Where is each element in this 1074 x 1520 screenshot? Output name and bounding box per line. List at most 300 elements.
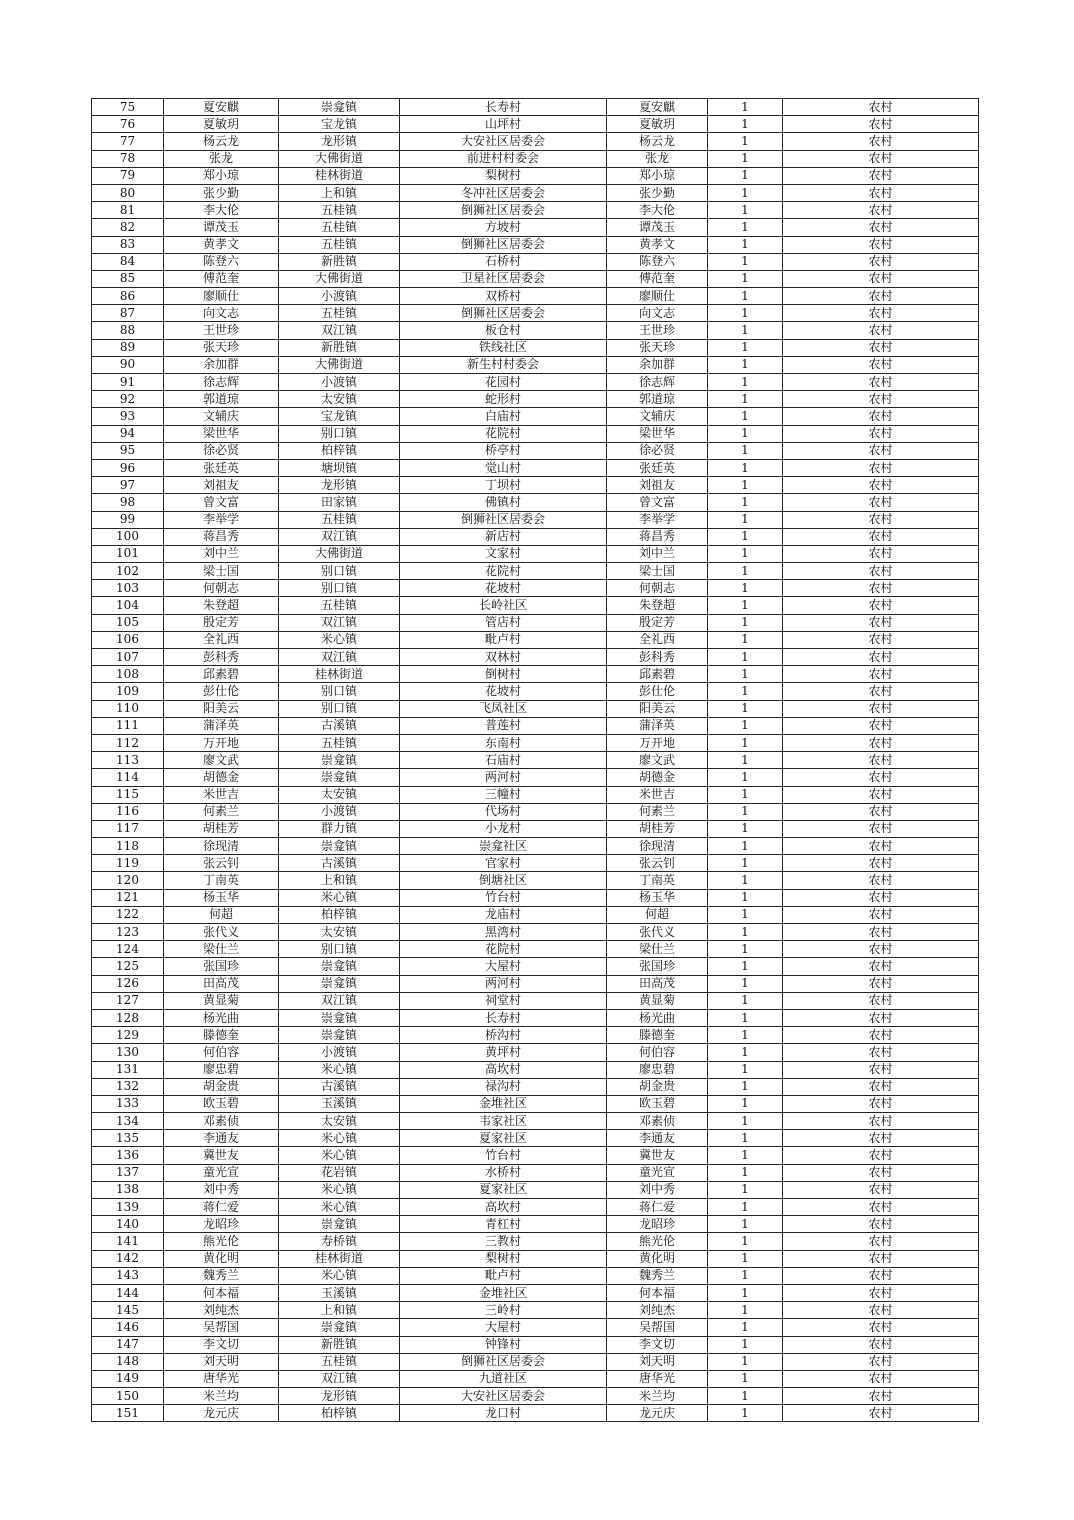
- area-type-cell: 农村: [783, 820, 979, 837]
- seq-number-cell: 116: [92, 803, 164, 820]
- township-cell: 双江镇: [279, 322, 400, 339]
- name-cell: 王世珍: [164, 322, 279, 339]
- count-cell: 1: [708, 958, 783, 975]
- seq-number-cell: 86: [92, 288, 164, 305]
- township-cell: 大佛街道: [279, 356, 400, 373]
- table-row: [92, 425, 979, 442]
- table-row: [92, 563, 979, 580]
- seq-number-cell: 124: [92, 941, 164, 958]
- count-cell: 1: [708, 734, 783, 751]
- name-cell: 刘纯杰: [164, 1302, 279, 1319]
- township-cell: 别口镇: [279, 941, 400, 958]
- count-cell: 1: [708, 459, 783, 476]
- area-type-cell: 农村: [783, 1130, 979, 1147]
- payee-cell: 梁世华: [607, 425, 708, 442]
- township-cell: 塘坝镇: [279, 459, 400, 476]
- village-cell: 倒狮社区居委会: [400, 1353, 607, 1370]
- township-cell: 米心镇: [279, 1181, 400, 1198]
- township-cell: 崇龛镇: [279, 1027, 400, 1044]
- seq-number-cell: 117: [92, 820, 164, 837]
- table-row: [92, 1267, 979, 1284]
- payee-cell: 傅范奎: [607, 270, 708, 287]
- village-cell: 金堆社区: [400, 1095, 607, 1112]
- township-cell: 龙形镇: [279, 1388, 400, 1405]
- village-cell: 夏家社区: [400, 1181, 607, 1198]
- seq-number-cell: 85: [92, 270, 164, 287]
- count-cell: 1: [708, 1284, 783, 1301]
- payee-cell: 刘纯杰: [607, 1302, 708, 1319]
- area-type-cell: 农村: [783, 975, 979, 992]
- township-cell: 新胜镇: [279, 253, 400, 270]
- payee-cell: 滕德奎: [607, 1027, 708, 1044]
- count-cell: 1: [708, 1009, 783, 1026]
- count-cell: 1: [708, 872, 783, 889]
- count-cell: 1: [708, 631, 783, 648]
- seq-number-cell: 99: [92, 511, 164, 528]
- area-type-cell: 农村: [783, 1250, 979, 1267]
- name-cell: 胡德金: [164, 769, 279, 786]
- village-cell: 水桥村: [400, 1164, 607, 1181]
- table-row: [92, 1250, 979, 1267]
- payee-cell: 米世吉: [607, 786, 708, 803]
- records-table: [91, 98, 979, 1422]
- township-cell: 崇龛镇: [279, 752, 400, 769]
- village-cell: 高坎村: [400, 1199, 607, 1216]
- village-cell: 两河村: [400, 975, 607, 992]
- name-cell: 向文志: [164, 305, 279, 322]
- area-type-cell: 农村: [783, 563, 979, 580]
- area-type-cell: 农村: [783, 219, 979, 236]
- area-type-cell: 农村: [783, 528, 979, 545]
- payee-cell: 刘中秀: [607, 1181, 708, 1198]
- count-cell: 1: [708, 133, 783, 150]
- name-cell: 李举学: [164, 511, 279, 528]
- township-cell: 太安镇: [279, 1113, 400, 1130]
- name-cell: 余加群: [164, 356, 279, 373]
- name-cell: 张云钊: [164, 855, 279, 872]
- village-cell: 山坪村: [400, 116, 607, 133]
- area-type-cell: 农村: [783, 683, 979, 700]
- payee-cell: 张代义: [607, 924, 708, 941]
- table-row: [92, 889, 979, 906]
- table-row: [92, 339, 979, 356]
- payee-cell: 梁士国: [607, 563, 708, 580]
- name-cell: 龙元庆: [164, 1405, 279, 1422]
- seq-number-cell: 96: [92, 459, 164, 476]
- township-cell: 双江镇: [279, 614, 400, 631]
- count-cell: 1: [708, 184, 783, 201]
- name-cell: 李文切: [164, 1336, 279, 1353]
- count-cell: 1: [708, 236, 783, 253]
- area-type-cell: 农村: [783, 305, 979, 322]
- payee-cell: 刘中兰: [607, 545, 708, 562]
- payee-cell: 郭道琼: [607, 391, 708, 408]
- seq-number-cell: 146: [92, 1319, 164, 1336]
- name-cell: 杨玉华: [164, 889, 279, 906]
- village-cell: 梨树村: [400, 167, 607, 184]
- count-cell: 1: [708, 941, 783, 958]
- name-cell: 熊光伦: [164, 1233, 279, 1250]
- seq-number-cell: 127: [92, 992, 164, 1009]
- area-type-cell: 农村: [783, 391, 979, 408]
- table-row: [92, 597, 979, 614]
- seq-number-cell: 131: [92, 1061, 164, 1078]
- seq-number-cell: 138: [92, 1181, 164, 1198]
- area-type-cell: 农村: [783, 992, 979, 1009]
- township-cell: 米心镇: [279, 889, 400, 906]
- township-cell: 龙形镇: [279, 477, 400, 494]
- table-row: [92, 1095, 979, 1112]
- payee-cell: 欧玉碧: [607, 1095, 708, 1112]
- seq-number-cell: 103: [92, 580, 164, 597]
- township-cell: 米心镇: [279, 1061, 400, 1078]
- seq-number-cell: 110: [92, 700, 164, 717]
- seq-number-cell: 78: [92, 150, 164, 167]
- name-cell: 蒲泽英: [164, 717, 279, 734]
- township-cell: 太安镇: [279, 924, 400, 941]
- count-cell: 1: [708, 391, 783, 408]
- seq-number-cell: 87: [92, 305, 164, 322]
- seq-number-cell: 135: [92, 1130, 164, 1147]
- village-cell: 花园村: [400, 374, 607, 391]
- area-type-cell: 农村: [783, 872, 979, 889]
- count-cell: 1: [708, 116, 783, 133]
- count-cell: 1: [708, 99, 783, 116]
- village-cell: 龙庙村: [400, 906, 607, 923]
- table-row: [92, 1353, 979, 1370]
- area-type-cell: 农村: [783, 1216, 979, 1233]
- village-cell: 倒塘社区: [400, 872, 607, 889]
- village-cell: 普莲村: [400, 717, 607, 734]
- count-cell: 1: [708, 202, 783, 219]
- payee-cell: 黄孝文: [607, 236, 708, 253]
- count-cell: 1: [708, 374, 783, 391]
- village-cell: 三教村: [400, 1233, 607, 1250]
- area-type-cell: 农村: [783, 1027, 979, 1044]
- name-cell: 杨云龙: [164, 133, 279, 150]
- village-cell: 黑湾村: [400, 924, 607, 941]
- seq-number-cell: 93: [92, 408, 164, 425]
- name-cell: 蒋仁爱: [164, 1199, 279, 1216]
- count-cell: 1: [708, 1405, 783, 1422]
- area-type-cell: 农村: [783, 597, 979, 614]
- area-type-cell: 农村: [783, 1199, 979, 1216]
- payee-cell: 文辅庆: [607, 408, 708, 425]
- township-cell: 崇龛镇: [279, 1009, 400, 1026]
- township-cell: 五桂镇: [279, 219, 400, 236]
- name-cell: 郑小琼: [164, 167, 279, 184]
- name-cell: 黄化明: [164, 1250, 279, 1267]
- payee-cell: 李大伦: [607, 202, 708, 219]
- table-row: [92, 391, 979, 408]
- village-cell: 倒狮社区居委会: [400, 305, 607, 322]
- township-cell: 别口镇: [279, 580, 400, 597]
- table-row: [92, 253, 979, 270]
- township-cell: 五桂镇: [279, 202, 400, 219]
- village-cell: 小龙村: [400, 820, 607, 837]
- township-cell: 古溪镇: [279, 855, 400, 872]
- township-cell: 古溪镇: [279, 717, 400, 734]
- payee-cell: 胡金贵: [607, 1078, 708, 1095]
- name-cell: 郭道琼: [164, 391, 279, 408]
- township-cell: 小渡镇: [279, 288, 400, 305]
- township-cell: 太安镇: [279, 391, 400, 408]
- seq-number-cell: 95: [92, 442, 164, 459]
- village-cell: 崇龛社区: [400, 838, 607, 855]
- village-cell: 白庙村: [400, 408, 607, 425]
- count-cell: 1: [708, 528, 783, 545]
- name-cell: 丁南英: [164, 872, 279, 889]
- area-type-cell: 农村: [783, 649, 979, 666]
- name-cell: 夏敏玥: [164, 116, 279, 133]
- payee-cell: 胡桂芳: [607, 820, 708, 837]
- count-cell: 1: [708, 339, 783, 356]
- area-type-cell: 农村: [783, 941, 979, 958]
- village-cell: 双桥村: [400, 288, 607, 305]
- area-type-cell: 农村: [783, 769, 979, 786]
- payee-cell: 张天珍: [607, 339, 708, 356]
- table-row: [92, 408, 979, 425]
- count-cell: 1: [708, 717, 783, 734]
- table-row: [92, 236, 979, 253]
- seq-number-cell: 105: [92, 614, 164, 631]
- area-type-cell: 农村: [783, 425, 979, 442]
- table-row: [92, 958, 979, 975]
- table-row: [92, 1147, 979, 1164]
- count-cell: 1: [708, 889, 783, 906]
- village-cell: 黄坪村: [400, 1044, 607, 1061]
- table-row: [92, 1027, 979, 1044]
- village-cell: 青杠村: [400, 1216, 607, 1233]
- village-cell: 管店村: [400, 614, 607, 631]
- area-type-cell: 农村: [783, 786, 979, 803]
- area-type-cell: 农村: [783, 1164, 979, 1181]
- count-cell: 1: [708, 855, 783, 872]
- township-cell: 宝龙镇: [279, 408, 400, 425]
- table-row: [92, 1113, 979, 1130]
- name-cell: 胡桂芳: [164, 820, 279, 837]
- payee-cell: 朱登超: [607, 597, 708, 614]
- village-cell: 长寿村: [400, 99, 607, 116]
- township-cell: 别口镇: [279, 700, 400, 717]
- area-type-cell: 农村: [783, 1388, 979, 1405]
- village-cell: 毗卢村: [400, 631, 607, 648]
- payee-cell: 徐志辉: [607, 374, 708, 391]
- payee-cell: 王世珍: [607, 322, 708, 339]
- name-cell: 张天珍: [164, 339, 279, 356]
- township-cell: 桂林街道: [279, 167, 400, 184]
- count-cell: 1: [708, 1095, 783, 1112]
- count-cell: 1: [708, 1388, 783, 1405]
- village-cell: 竹台村: [400, 1147, 607, 1164]
- count-cell: 1: [708, 580, 783, 597]
- name-cell: 徐志辉: [164, 374, 279, 391]
- count-cell: 1: [708, 322, 783, 339]
- seq-number-cell: 76: [92, 116, 164, 133]
- seq-number-cell: 139: [92, 1199, 164, 1216]
- village-cell: 石庙村: [400, 752, 607, 769]
- township-cell: 米心镇: [279, 631, 400, 648]
- area-type-cell: 农村: [783, 1009, 979, 1026]
- area-type-cell: 农村: [783, 1284, 979, 1301]
- township-cell: 崇龛镇: [279, 975, 400, 992]
- township-cell: 田家镇: [279, 494, 400, 511]
- count-cell: 1: [708, 1216, 783, 1233]
- area-type-cell: 农村: [783, 1044, 979, 1061]
- name-cell: 胡金贵: [164, 1078, 279, 1095]
- seq-number-cell: 140: [92, 1216, 164, 1233]
- township-cell: 大佛街道: [279, 150, 400, 167]
- payee-cell: 何素兰: [607, 803, 708, 820]
- payee-cell: 夏敏玥: [607, 116, 708, 133]
- count-cell: 1: [708, 305, 783, 322]
- count-cell: 1: [708, 1199, 783, 1216]
- count-cell: 1: [708, 975, 783, 992]
- area-type-cell: 农村: [783, 614, 979, 631]
- table-row: [92, 167, 979, 184]
- seq-number-cell: 137: [92, 1164, 164, 1181]
- payee-cell: 何伯容: [607, 1044, 708, 1061]
- township-cell: 上和镇: [279, 184, 400, 201]
- township-cell: 小渡镇: [279, 1044, 400, 1061]
- area-type-cell: 农村: [783, 1061, 979, 1078]
- payee-cell: 夏安麒: [607, 99, 708, 116]
- table-row: [92, 838, 979, 855]
- payee-cell: 阳美云: [607, 700, 708, 717]
- name-cell: 蒋昌秀: [164, 528, 279, 545]
- township-cell: 崇龛镇: [279, 99, 400, 116]
- township-cell: 米心镇: [279, 1199, 400, 1216]
- seq-number-cell: 83: [92, 236, 164, 253]
- payee-cell: 李举学: [607, 511, 708, 528]
- area-type-cell: 农村: [783, 803, 979, 820]
- name-cell: 米世吉: [164, 786, 279, 803]
- payee-cell: 魏秀兰: [607, 1267, 708, 1284]
- count-cell: 1: [708, 820, 783, 837]
- village-cell: 大安社区居委会: [400, 1388, 607, 1405]
- payee-cell: 龙昭珍: [607, 1216, 708, 1233]
- village-cell: 长岭社区: [400, 597, 607, 614]
- seq-number-cell: 107: [92, 649, 164, 666]
- area-type-cell: 农村: [783, 924, 979, 941]
- payee-cell: 谭茂玉: [607, 219, 708, 236]
- table-row: [92, 133, 979, 150]
- count-cell: 1: [708, 1319, 783, 1336]
- count-cell: 1: [708, 924, 783, 941]
- seq-number-cell: 102: [92, 563, 164, 580]
- seq-number-cell: 149: [92, 1370, 164, 1387]
- name-cell: 刘祖友: [164, 477, 279, 494]
- name-cell: 吴帮国: [164, 1319, 279, 1336]
- count-cell: 1: [708, 1164, 783, 1181]
- township-cell: 柏梓镇: [279, 1405, 400, 1422]
- payee-cell: 陈登六: [607, 253, 708, 270]
- count-cell: 1: [708, 1044, 783, 1061]
- count-cell: 1: [708, 477, 783, 494]
- name-cell: 黄孝文: [164, 236, 279, 253]
- payee-cell: 徐必贤: [607, 442, 708, 459]
- count-cell: 1: [708, 614, 783, 631]
- table-row: [92, 683, 979, 700]
- name-cell: 朱登超: [164, 597, 279, 614]
- area-type-cell: 农村: [783, 339, 979, 356]
- area-type-cell: 农村: [783, 1095, 979, 1112]
- township-cell: 柏梓镇: [279, 906, 400, 923]
- table-row: [92, 649, 979, 666]
- name-cell: 廖文武: [164, 752, 279, 769]
- name-cell: 张代义: [164, 924, 279, 941]
- payee-cell: 胡德金: [607, 769, 708, 786]
- count-cell: 1: [708, 992, 783, 1009]
- count-cell: 1: [708, 270, 783, 287]
- count-cell: 1: [708, 666, 783, 683]
- village-cell: 冬冲社区居委会: [400, 184, 607, 201]
- table-row: [92, 150, 979, 167]
- seq-number-cell: 120: [92, 872, 164, 889]
- village-cell: 大屋村: [400, 1319, 607, 1336]
- village-cell: 桥亭村: [400, 442, 607, 459]
- table-row: [92, 1164, 979, 1181]
- table-row: [92, 356, 979, 373]
- seq-number-cell: 92: [92, 391, 164, 408]
- name-cell: 何超: [164, 906, 279, 923]
- name-cell: 刘中秀: [164, 1181, 279, 1198]
- table-row: [92, 1233, 979, 1250]
- payee-cell: 李通友: [607, 1130, 708, 1147]
- seq-number-cell: 101: [92, 545, 164, 562]
- payee-cell: 李文切: [607, 1336, 708, 1353]
- area-type-cell: 农村: [783, 1233, 979, 1250]
- count-cell: 1: [708, 219, 783, 236]
- area-type-cell: 农村: [783, 184, 979, 201]
- village-cell: 觉山村: [400, 459, 607, 476]
- seq-number-cell: 84: [92, 253, 164, 270]
- village-cell: 蛇形村: [400, 391, 607, 408]
- payee-cell: 徐现清: [607, 838, 708, 855]
- table-row: [92, 442, 979, 459]
- count-cell: 1: [708, 649, 783, 666]
- village-cell: 两河村: [400, 769, 607, 786]
- name-cell: 杨光曲: [164, 1009, 279, 1026]
- area-type-cell: 农村: [783, 150, 979, 167]
- count-cell: 1: [708, 1061, 783, 1078]
- name-cell: 彭科秀: [164, 649, 279, 666]
- name-cell: 傅范奎: [164, 270, 279, 287]
- table-row: [92, 1319, 979, 1336]
- table-row: [92, 270, 979, 287]
- name-cell: 李通友: [164, 1130, 279, 1147]
- township-cell: 寿桥镇: [279, 1233, 400, 1250]
- township-cell: 群力镇: [279, 820, 400, 837]
- seq-number-cell: 88: [92, 322, 164, 339]
- payee-cell: 廖文武: [607, 752, 708, 769]
- count-cell: 1: [708, 511, 783, 528]
- village-cell: 双林村: [400, 649, 607, 666]
- township-cell: 玉溪镇: [279, 1095, 400, 1112]
- payee-cell: 何超: [607, 906, 708, 923]
- table-row: [92, 614, 979, 631]
- township-cell: 双江镇: [279, 1370, 400, 1387]
- name-cell: 龙昭珍: [164, 1216, 279, 1233]
- count-cell: 1: [708, 545, 783, 562]
- area-type-cell: 农村: [783, 958, 979, 975]
- table-row: [92, 769, 979, 786]
- payee-cell: 丁南英: [607, 872, 708, 889]
- payee-cell: 梁仕兰: [607, 941, 708, 958]
- seq-number-cell: 106: [92, 631, 164, 648]
- township-cell: 小渡镇: [279, 803, 400, 820]
- table-row: [92, 477, 979, 494]
